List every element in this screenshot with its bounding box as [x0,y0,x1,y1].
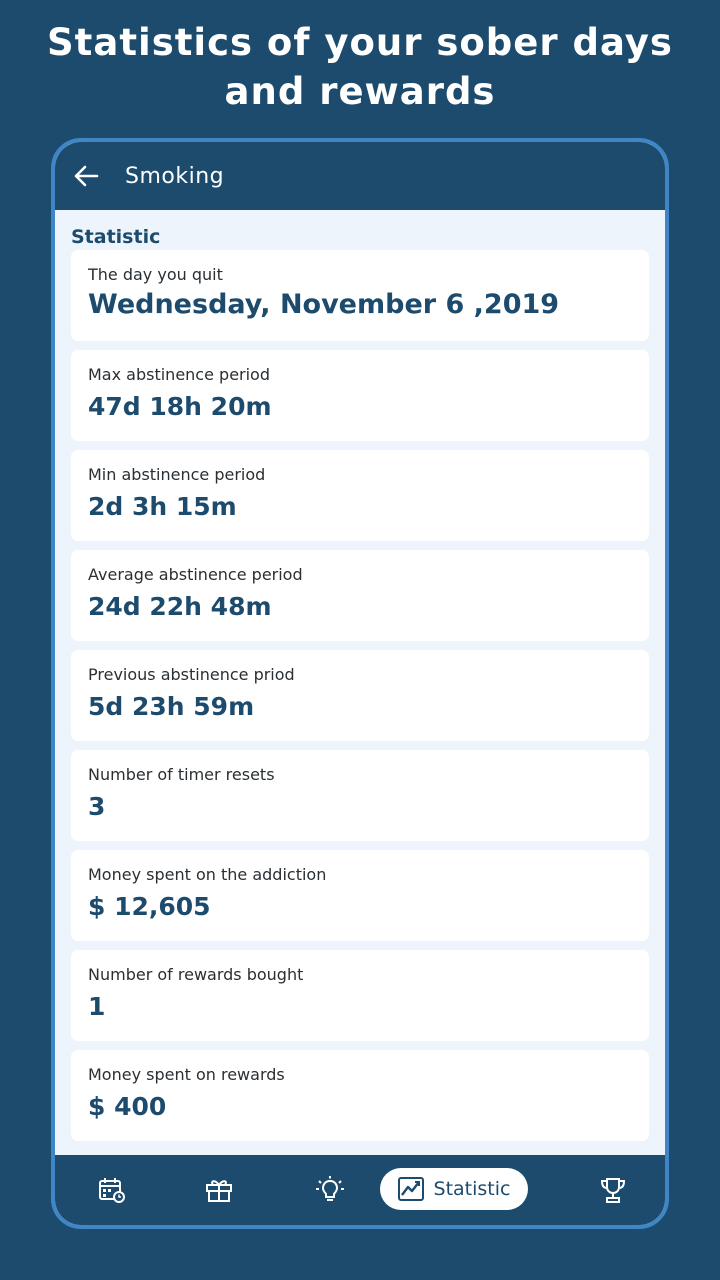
gift-icon [205,1177,233,1203]
stat-label: Number of rewards bought [88,965,304,984]
stat-label: Previous abstinence priod [88,665,295,684]
stat-value: 47d 18h 20m [88,392,272,421]
trophy-icon [599,1176,627,1204]
stat-card-previous-abstinence [71,650,649,741]
nav-calendar[interactable] [81,1155,143,1225]
back-button[interactable] [57,142,115,210]
stat-card-money-rewards [71,1050,649,1141]
nav-statistic-label: Statistic [433,1178,511,1200]
stat-value: $ 12,605 [88,892,211,921]
calendar-icon [98,1177,126,1203]
stat-card-average-abstinence [71,550,649,641]
phone-frame [51,138,669,1229]
section-title: Statistic [71,226,161,248]
stat-label: The day you quit [88,265,223,284]
app-bar [55,142,665,210]
statistics-content[interactable] [55,210,665,1155]
promo-title [0,18,720,116]
stat-card-quit-day [71,250,649,341]
lightbulb-icon [316,1176,344,1204]
stat-value: 24d 22h 48m [88,592,272,621]
stat-value: 5d 23h 59m [88,692,255,721]
stat-label: Money spent on the addiction [88,865,327,884]
nav-tips[interactable] [299,1155,361,1225]
stat-card-money-addiction [71,850,649,941]
stat-card-max-abstinence [71,350,649,441]
stat-value: $ 400 [88,1092,167,1121]
arrow-left-icon [72,162,100,190]
bottom-navigation [55,1155,665,1225]
stat-value: Wednesday, November 6 ,2019 [88,289,560,320]
stat-value: 3 [88,792,106,821]
stat-label: Max abstinence period [88,365,270,384]
stat-card-timer-resets [71,750,649,841]
stat-value: 1 [88,992,106,1021]
nav-rewards[interactable] [188,1155,250,1225]
stat-label: Average abstinence period [88,565,303,584]
stat-label: Min abstinence period [88,465,266,484]
stat-value: 2d 3h 15m [88,492,237,521]
chart-icon [398,1177,424,1201]
nav-statistic[interactable] [380,1168,528,1210]
stat-label: Money spent on rewards [88,1065,285,1084]
nav-achievements[interactable] [582,1155,644,1225]
promo-title-line-2: and rewards [224,70,496,113]
promo-title-line-1: Statistics of your sober days [47,21,673,64]
stat-label: Number of timer resets [88,765,275,784]
page-title: Smoking [125,163,225,189]
stat-card-min-abstinence [71,450,649,541]
stat-card-rewards-bought [71,950,649,1041]
